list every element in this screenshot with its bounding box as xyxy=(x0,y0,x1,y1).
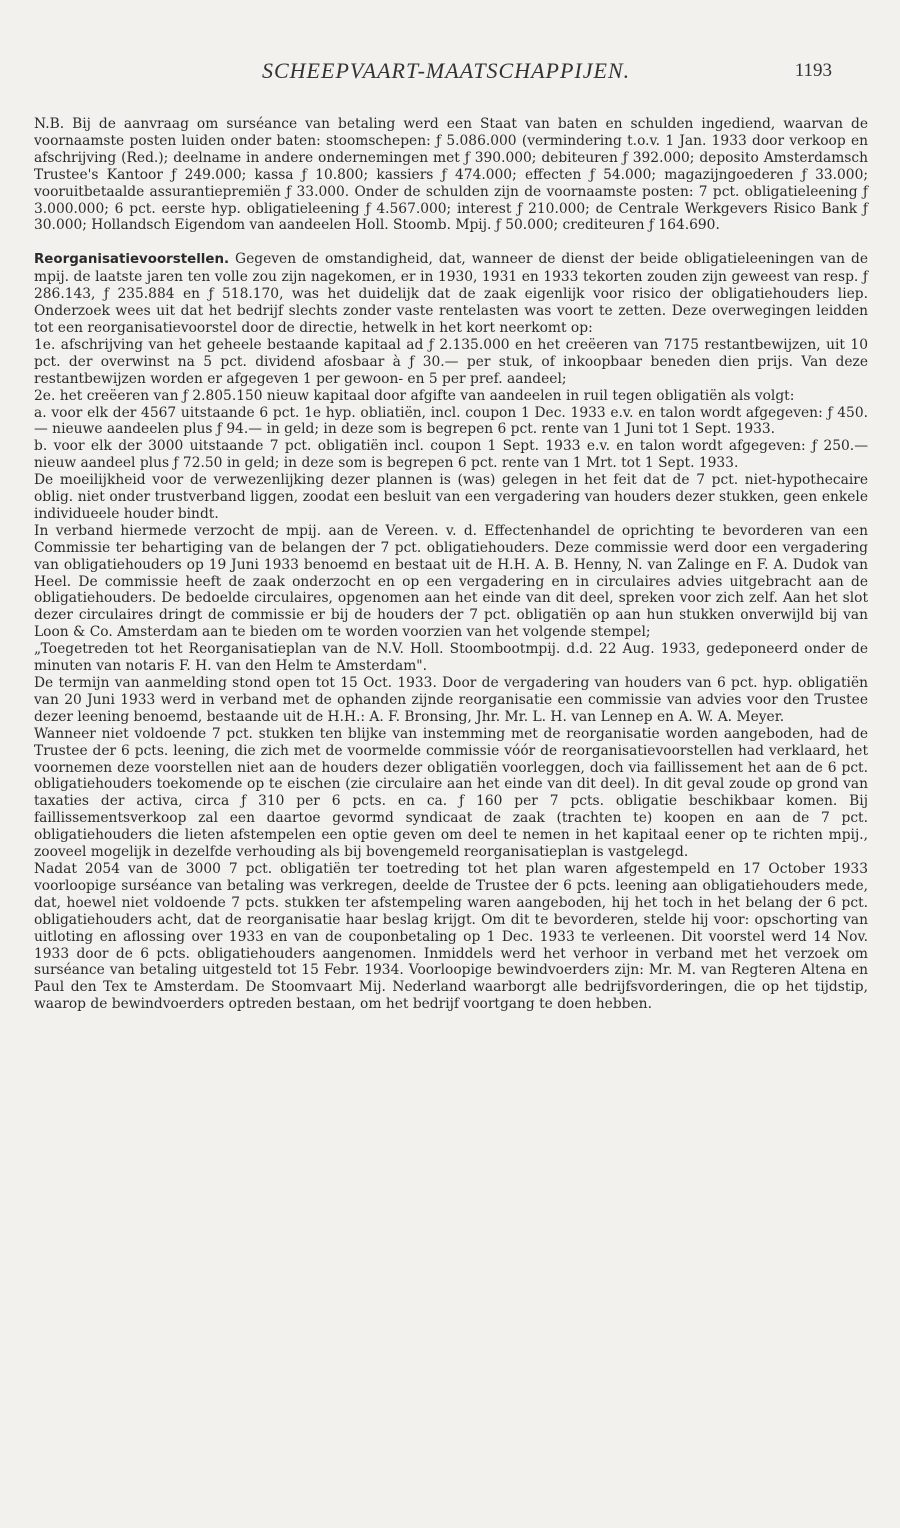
paragraph-item-1e: 1e. afschrijving van het geheele bestaande kapitaal ad ƒ 2.135.000 en het creëeren van 7175 restantbewijzen, uit 10 pct. der overwinst na 5 pct. dividend afosbaar à ƒ 30.— per stuk, of inkoopbaar beneden dien prijs. Van deze restantbewijzen worden er afgegeven 1 per gewoon- en 5 per pref. aandeel; xyxy=(34,336,868,387)
paragraph-spacer xyxy=(34,234,868,251)
paragraph-item-2e: 2e. het creëeren van ƒ 2.805.150 nieuw kapitaal door afgifte van aandeelen in ruil tegen obligatiën als volgt: xyxy=(34,387,795,404)
paragraph-staat-van-baten: N.B. Bij de aanvraag om surséance van betaling werd een Staat van baten en schulden ingediend, waarvan de voornaamste posten luiden onder baten: stoomschepen: ƒ 5.086.000 (vermindering t.o.v. 1 Jan. 1933 door verkoop en afschrijving (Red.); deelname in andere ondernemingen met ƒ 390.000; debiteuren ƒ 392.000; deposito Amsterdamsch Trustee's Kantoor ƒ 249.000; kassa ƒ 10.800; kassiers ƒ 474.000; effecten ƒ 54.000; magazijngoederen ƒ 33.000; vooruitbetaalde assurantiepremiën ƒ 33.000. Onder de schulden zijn de voornaamste posten: 7 pct. obligatieleening ƒ 3.000.000; 6 pct. eerste hyp. obligatieleening ƒ 4.567.000; interest ƒ 210.000; de Centrale Werkgevers Risico Bank ƒ 30.000; Hollandsch Eigendom van aandeelen Holl. Stoomb. Mpij. ƒ 50.000; crediteuren ƒ 164.690. xyxy=(34,116,868,234)
page-number: 1193 xyxy=(794,60,832,81)
page-header xyxy=(34,0,868,83)
section-heading: Reorganisatievoorstellen. xyxy=(34,252,230,268)
paragraph-item-b: b. voor elk der 3000 uitstaande 7 pct. obligatiën incl. coupon 1 Sept. 1933 e.v. en talon wordt afgegeven: ƒ 250.— nieuw aandeel plus ƒ 72.50 in geld; in deze som is begrepen 6 pct. rente van 1 Mrt. tot 1 Sept. 1933. xyxy=(34,438,868,472)
paragraph-stempel: „Toegetreden tot het Reorganisatieplan van de N.V. Holl. Stoombootmpij. d.d. 22 Aug. 1933, gedeponeerd onder de minuten van notaris F. H. van den Helm te Amsterdam". xyxy=(34,641,868,675)
paragraph-text: Gegeven de omstandigheid, dat, wanneer de dienst der beide obligatieleeningen van de mpij. de laatste jaren ten volle zou zijn nagekomen, er in 1930, 1931 en 1933 tekorten zouden zijn geweest van resp. ƒ 286.143, ƒ 235.884 en ƒ 518.170, was het duidelijk dat de zaak eigenlijk voor risico der obligatiehouders liep. Onderzoek wees uit dat het bedrijf slechts zonder vaste rentelasten was voort te zetten. Deze overwegingen leidden tot een reorganisatievoorstel door de directie, hetwelk in het kort neerkomt op: xyxy=(34,251,868,336)
article-body xyxy=(34,116,868,1013)
paragraph-faillissement: Wanneer niet voldoende 7 pct. stukken ten blijke van instemming met de reorganisatie worden aangeboden, had de Trustee der 6 pcts. leening, die zich met de voormelde commissie vóór de reorganisatievoorstellen had verklaard, het voornemen deze voorstellen niet aan de houders dezer obligatiën voorleggen, doch via faillissement het aan de 6 pct. obligatiehouders toekomende op te eischen (zie circulaire aan het einde van dit deel). In dit geval zoude op grond van taxaties der activa, circa ƒ 310 per 6 pcts. en ca. ƒ 160 per 7 pcts. obligatie beschikbaar komen. Bij faillissementsverkoop zal een daartoe gevormd syndicaat de zaak (trachten te) koopen en aan de 7 pct. obligatiehouders die lieten afstempelen een optie geven om deel te nemen in het kapitaal eener op te richten mpij., zooveel mogelijk in dezelfde verhouding als bij bovengemeld reorganisatieplan is vastgelegd. xyxy=(34,725,868,861)
paragraph-termijn: De termijn van aanmelding stond open tot 15 Oct. 1933. Door de vergadering van houders van 6 pct. hyp. obligatiën van 20 Juni 1933 werd in verband met de ophanden zijnde reorganisatie een commissie van advies voor den Trustee dezer leening benoemd, bestaande uit de H.H.: A. F. Bronsing, Jhr. Mr. L. H. van Lennep en A. W. A. Meyer. xyxy=(34,675,868,725)
paragraph-moeilijkheid: De moeilijkheid voor de verwezenlijking dezer plannen is (was) gelegen in het feit dat de 7 pct. niet-hypothecaire oblig. niet onder trustverband liggen, zoodat een besluit van een vergadering van houders dezer stukken, geen enkele individueele houder bindt. xyxy=(34,472,868,522)
paragraph-commissie: In verband hiermede verzocht de mpij. aan de Vereen. v. d. Effectenhandel de oprichting te bevorderen van een Commissie ter behartiging van de belangen der 7 pct. obligatiehouders. Deze commissie werd door een vergadering van obligatiehouders op 19 Juni 1933 benoemd en bestaat uit de H.H. A. B. Henny, N. van Zalinge en F. A. Dudok van Heel. De commissie heeft de zaak onderzocht en op een vergadering en in circulaires advies uitgebracht aan de obligatiehouders. De bedoelde circulaires, opgenomen aan het einde van dit deel, spreken voor zich zelf. Aan het slot dezer circulaires dringt de commissie er bij de houders der 7 pct. obligatiën op aan hun stukken onverwijld bij van Loon & Co. Amsterdam aan te bieden om te worden voorzien van het volgende stempel; xyxy=(34,522,868,641)
paragraph-surseance: Nadat 2054 van de 3000 7 pct. obligatiën ter toetreding tot het plan waren afgestempeld en 17 October 1933 voorloopige surséance van betaling was verkregen, deelde de Trustee der 6 pcts. leening aan obligatiehouders mede, dat, hoewel niet voldoende 7 pcts. stukken ter afstempeling waren aangeboden, hij het toch in het belang der 6 pct. obligatiehouders acht, dat de reorganisatie haar beslag krijgt. Om dit te bevorderen, stelde hij voor: opschorting van uitloting en aflossing over 1933 en van de couponbetaling op 1 Dec. 1933 te verleenen. Dit voorstel werd 14 Nov. 1933 door de 6 pcts. obligatiehouders aangenomen. Inmiddels werd het verhoor in verband met het verzoek om surséance van betaling uitgesteld tot 15 Febr. 1934. Voorloopige bewindvoerders zijn: Mr. M. van Regteren Altena en Paul den Tex te Amsterdam. De Stoomvaart Mij. Nederland waarborgt alle bedrijfsvorderingen, die op het tijdstip, waarop de bewindvoerders optreden bestaan, om het bedrijf voortgang te doen hebben. xyxy=(34,860,868,1013)
paragraph-reorganisatievoorstellen xyxy=(34,251,868,337)
running-title: SCHEEPVAART-MAATSCHAPPIJEN. xyxy=(262,58,631,83)
paragraph-item-a: a. voor elk der 4567 uitstaande 6 pct. 1e hyp. obliatiën, incl. coupon 1 Dec. 1933 e.v. en talon wordt afgegeven: ƒ 450.— nieuwe aandeelen plus ƒ 94.— in geld; in deze som is begrepen 6 pct. rente van 1 Juni tot 1 Sept. 1933. xyxy=(34,404,868,438)
